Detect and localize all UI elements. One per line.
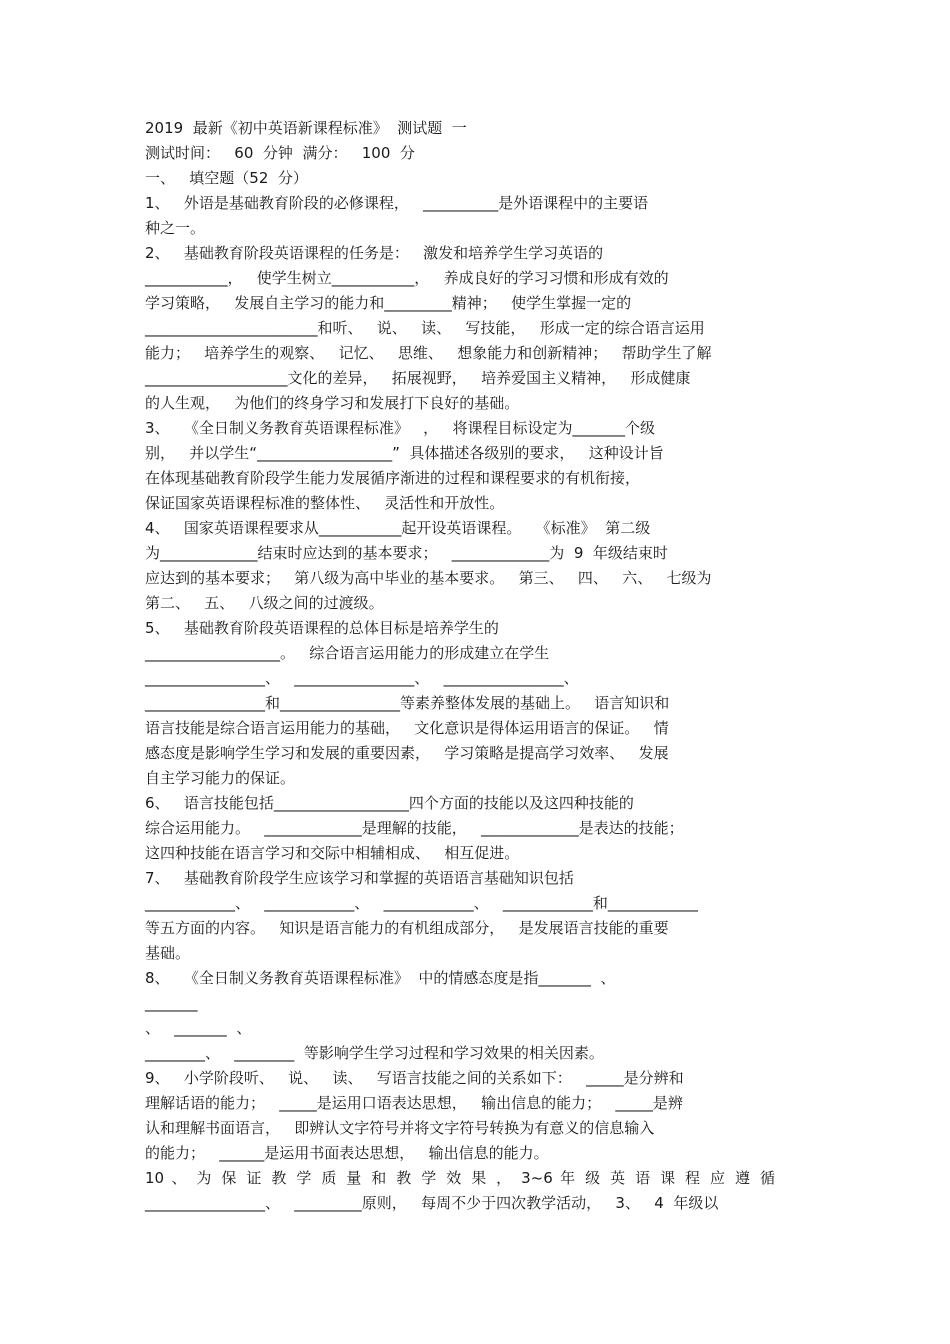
question-10-line: 10 、 为 保 证 教 学 质 量 和 教 学 效 果 ， 3~6 年 级 英 语 课 程 应 遵 循 [145, 1169, 775, 1187]
question-7-line: 基础。 [145, 944, 191, 962]
question-9-line: 的能力； ______是运用书面表达思想， 输出信息的能力。 [145, 1144, 549, 1162]
question-2-line: 2、 基础教育阶段英语课程的任务是： 激发和培养学生学习英语的 [145, 244, 604, 262]
question-1-line: 种之一。 [145, 219, 206, 237]
question-9-line: 9、 小学阶段听、 说、 读、 写语言技能之间的关系如下： _____是分辨和 [145, 1069, 684, 1087]
question-10-line: ________________、 _________原则， 每周不少于四次教学活动， 3、 4 年级以 [145, 1194, 719, 1212]
question-5-line: ________________和________________等素养整体发展的基础上。 语言知识和 [145, 694, 670, 712]
question-9-line: 理解话语的能力； _____是运用口语表达思想， 输出信息的能力； _____是辨 [145, 1094, 683, 1112]
question-8-line: _______ [145, 994, 198, 1012]
question-3-line: 保证国家英语课程标准的整体性、 灵活性和开放性。 [145, 494, 505, 512]
question-2-line: ___________________文化的差异， 拓展视野， 培养爱国主义精神， 形成健康 [145, 369, 691, 387]
document-title: 2019 最新《初中英语新课程标准》 测试题 一 [145, 119, 467, 137]
question-5-line: 自主学习能力的保证。 [145, 769, 296, 787]
question-7-line: ____________、 ____________、 ____________、 ____________和____________ [145, 894, 698, 912]
question-2-line: _______________________和听、 说、 读、 写技能， 形成一定的综合语言运用 [145, 319, 705, 337]
question-2-line: 学习策略， 发展自主学习的能力和_________精神； 使学生掌握一定的 [145, 294, 632, 312]
question-5-line: 感态度是影响学生学习和发展的重要因素， 学习策略是提高学习效率、 发展 [145, 744, 669, 762]
question-5-line: __________________。 综合语言运用能力的形成建立在学生 [145, 644, 550, 662]
test-info-line: 测试时间： 60 分钟 满分： 100 分 [145, 144, 415, 162]
question-7-line: 等五方面的内容。 知识是语言能力的有机组成部分， 是发展语言技能的重要 [145, 919, 669, 937]
question-6-line: 综合运用能力。 _____________是理解的技能， _____________是表达的技能； [145, 819, 684, 837]
question-2-line: 能力； 培养学生的观察、 记忆、 思维、 想象能力和创新精神； 帮助学生了解 [145, 344, 712, 362]
question-8-line: 、 _______ 、 [145, 1019, 252, 1037]
question-3-line: 在体现基础教育阶段学生能力发展循序渐进的过程和课程要求的有机衔接， [145, 469, 641, 487]
question-5-line: 5、 基础教育阶段英语课程的总体目标是培养学生的 [145, 619, 499, 637]
question-4-line: 为_____________结束时应达到的基本要求； _____________为 9 年级结束时 [145, 544, 668, 562]
question-9-line: 认和理解书面语言， 即辨认文字符号并将文字符号转换为有意义的信息输入 [145, 1119, 655, 1137]
question-5-line: ________________、 ________________、 ________________、 [145, 669, 579, 687]
question-6-line: 这四种技能在语言学习和交际中相辅相成、 相互促进。 [145, 844, 520, 862]
question-6-line: 6、 语言技能包括__________________四个方面的技能以及这四种技能的 [145, 794, 634, 812]
question-1-line: 1、 外语是基础教育阶段的必修课程， __________是外语课程中的主要语 [145, 194, 649, 212]
question-7-line: 7、 基础教育阶段学生应该学习和掌握的英语语言基础知识包括 [145, 869, 574, 887]
question-5-line: 语言技能是综合语言运用能力的基础， 文化意识是得体运用语言的保证。 情 [145, 719, 669, 737]
question-3-line: 3、 《全日制义务教育英语课程标准》 ， 将课程目标设定为_______个级 [145, 419, 655, 437]
question-2-line: 的人生观， 为他们的终身学习和发展打下良好的基础。 [145, 394, 520, 412]
question-4-line: 4、 国家英语课程要求从___________起开设英语课程。 《标准》 第二级 [145, 519, 651, 537]
question-8-line: 8、 《全日制义务教育英语课程标准》 中的情感态度是指_______ 、 [145, 969, 616, 987]
question-2-line: ___________， 使学生树立___________， 养成良好的学习习惯和形成有效的 [145, 269, 669, 287]
question-4-line: 第二、 五、 八级之间的过渡级。 [145, 594, 384, 612]
question-4-line: 应达到的基本要求； 第八级为高中毕业的基本要求。 第三、 四、 六、 七级为 [145, 569, 712, 587]
question-3-line: 别， 并以学生“__________________” 具体描述各级别的要求， 这种设计旨 [145, 444, 664, 462]
section-heading: 一、 填空题（52 分） [145, 169, 308, 187]
question-8-line: ________、 ________ 等影响学生学习过程和学习效果的相关因素。 [145, 1044, 604, 1062]
